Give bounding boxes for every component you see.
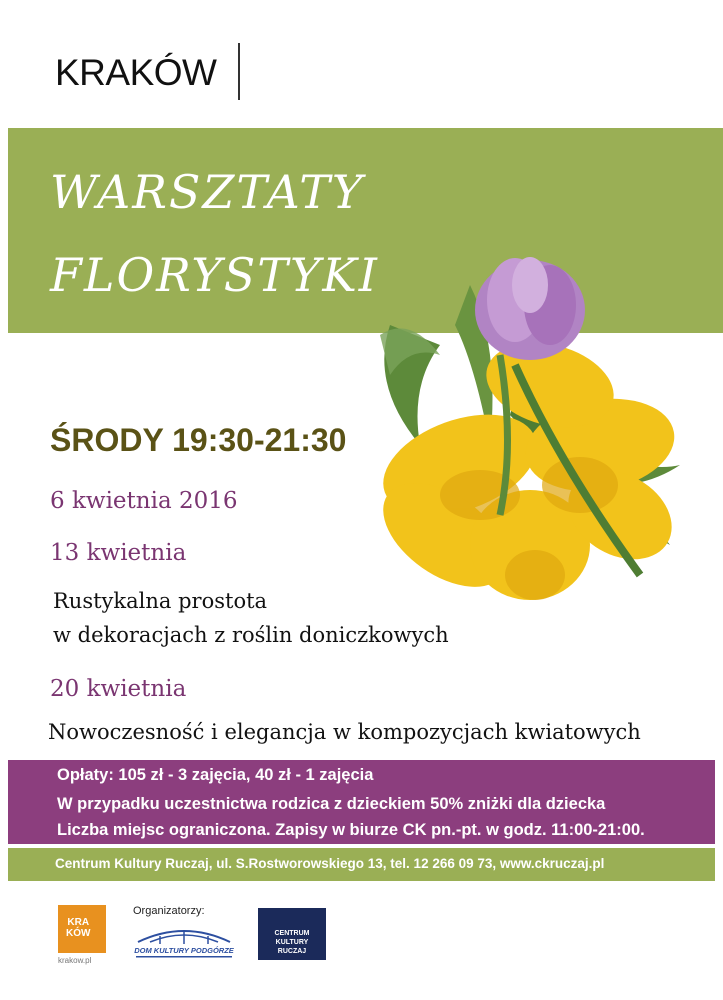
krakow-logo-text	[66, 917, 90, 939]
date-1: 6 kwietnia 2016	[50, 488, 238, 514]
contact-text: Centrum Kultury Ruczaj, ul. S.Rostworowskiego 13, tel. 12 266 09 73, www.ckruczaj.pl	[55, 856, 605, 871]
ck-ruczaj-line-2: KULTURY	[275, 939, 309, 946]
date-2: 13 kwietnia	[50, 540, 187, 566]
topic-2-line-2: w dekoracjach z roślin doniczkowych	[53, 623, 449, 647]
date-3: 20 kwietnia	[50, 676, 187, 702]
enrollment-text: Liczba miejsc ograniczona. Zapisy w biurze CK pn.-pt. w godz. 11:00-21:00.	[57, 821, 645, 839]
krakow-logo-line-1: KRA	[67, 917, 90, 928]
krakow-logo-url: krakow.pl	[58, 956, 92, 965]
dom-kultury-text: DOM KULTURY PODGÓRZE	[134, 946, 234, 955]
schedule-days-time: ŚRODY 19:30-21:30	[50, 422, 347, 458]
fees-text: Opłaty: 105 zł - 3 zajęcia, 40 zł - 1 zajęcia	[57, 766, 374, 784]
flower-bouquet-image	[350, 245, 695, 615]
dom-kultury-podgorze-logo	[130, 920, 238, 960]
city-title: KRAKÓW	[55, 52, 217, 93]
title-line-1: WARSZTATY	[50, 165, 365, 219]
topic-3-line-1: Nowoczesność i elegancja w kompozycjach kwiatowych	[48, 720, 641, 744]
ck-ruczaj-line-3: RUCZAJ	[277, 948, 307, 955]
header-divider	[238, 43, 240, 100]
ck-ruczaj-line-1: CENTRUM	[274, 930, 310, 937]
organizers-label: Organizatorzy:	[133, 905, 205, 917]
title-line-2: FLORYSTYKI	[50, 248, 379, 302]
krakow-logo-line-2: KÓW	[66, 928, 91, 939]
discount-text: W przypadku uczestnictwa rodzica z dzieckiem 50% zniżki dla dziecka	[57, 795, 606, 813]
topic-2-line-1: Rustykalna prostota	[53, 589, 268, 613]
